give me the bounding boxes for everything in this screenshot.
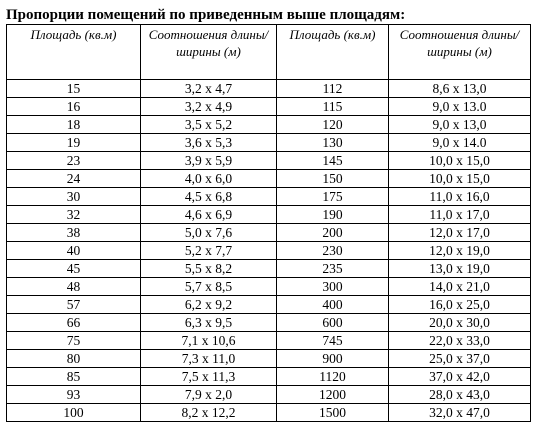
cell-area-right: 900 bbox=[277, 350, 389, 368]
cell-area-right: 600 bbox=[277, 314, 389, 332]
cell-area-right: 130 bbox=[277, 134, 389, 152]
table-row bbox=[7, 170, 531, 188]
cell-ratio-right: 28,0 х 43,0 bbox=[389, 386, 531, 404]
table-row bbox=[7, 80, 531, 98]
cell-ratio-right: 32,0 х 47,0 bbox=[389, 404, 531, 422]
cell-area-right: 120 bbox=[277, 116, 389, 134]
cell-ratio-left: 3,9 х 5,9 bbox=[141, 152, 277, 170]
document-title: Пропорции помещений по приведенным выше площадям: bbox=[6, 7, 406, 23]
table-row bbox=[7, 152, 531, 170]
header-ratio-right: Соотношения длины/ширины (м) bbox=[389, 25, 531, 80]
cell-ratio-left: 3,5 х 5,2 bbox=[141, 116, 277, 134]
cell-ratio-left: 7,1 х 10,6 bbox=[141, 332, 277, 350]
cell-ratio-right: 9,0 х 13,0 bbox=[389, 116, 531, 134]
cell-ratio-right: 20,0 х 30,0 bbox=[389, 314, 531, 332]
cell-ratio-right: 13,0 х 19,0 bbox=[389, 260, 531, 278]
cell-area-left: 66 bbox=[7, 314, 141, 332]
cell-ratio-right: 10,0 х 15,0 bbox=[389, 170, 531, 188]
table-row bbox=[7, 332, 531, 350]
cell-ratio-right: 8,6 х 13,0 bbox=[389, 80, 531, 98]
cell-area-right: 145 bbox=[277, 152, 389, 170]
table-row bbox=[7, 116, 531, 134]
cell-ratio-left: 4,6 х 6,9 bbox=[141, 206, 277, 224]
cell-area-left: 57 bbox=[7, 296, 141, 314]
cell-area-right: 1200 bbox=[277, 386, 389, 404]
table-row bbox=[7, 404, 531, 422]
table-header-row bbox=[7, 25, 531, 80]
cell-ratio-right: 11,0 х 17,0 bbox=[389, 206, 531, 224]
cell-ratio-left: 6,3 х 9,5 bbox=[141, 314, 277, 332]
cell-ratio-left: 3,2 х 4,9 bbox=[141, 98, 277, 116]
cell-area-left: 75 bbox=[7, 332, 141, 350]
table-row bbox=[7, 278, 531, 296]
cell-area-right: 112 bbox=[277, 80, 389, 98]
cell-ratio-left: 6,2 х 9,2 bbox=[141, 296, 277, 314]
cell-area-left: 15 bbox=[7, 80, 141, 98]
header-area-right: Площадь (кв.м) bbox=[277, 25, 389, 80]
cell-area-left: 38 bbox=[7, 224, 141, 242]
cell-ratio-right: 37,0 х 42,0 bbox=[389, 368, 531, 386]
cell-ratio-left: 7,9 х 2,0 bbox=[141, 386, 277, 404]
cell-ratio-left: 5,7 х 8,5 bbox=[141, 278, 277, 296]
cell-ratio-right: 25,0 х 37,0 bbox=[389, 350, 531, 368]
header-ratio-left: Соотношения длины/ширины (м) bbox=[141, 25, 277, 80]
cell-area-left: 24 bbox=[7, 170, 141, 188]
table-row bbox=[7, 206, 531, 224]
cell-area-right: 175 bbox=[277, 188, 389, 206]
cell-ratio-left: 3,2 х 4,7 bbox=[141, 80, 277, 98]
table-row bbox=[7, 368, 531, 386]
cell-ratio-right: 22,0 х 33,0 bbox=[389, 332, 531, 350]
table-row bbox=[7, 134, 531, 152]
cell-ratio-left: 5,2 х 7,7 bbox=[141, 242, 277, 260]
cell-ratio-right: 12,0 х 17,0 bbox=[389, 224, 531, 242]
table-body bbox=[7, 80, 531, 422]
cell-area-right: 190 bbox=[277, 206, 389, 224]
cell-area-right: 230 bbox=[277, 242, 389, 260]
cell-area-right: 400 bbox=[277, 296, 389, 314]
table-row bbox=[7, 386, 531, 404]
cell-area-left: 30 bbox=[7, 188, 141, 206]
proportions-table bbox=[6, 24, 531, 422]
cell-area-left: 32 bbox=[7, 206, 141, 224]
table-row bbox=[7, 188, 531, 206]
cell-ratio-right: 14,0 х 21,0 bbox=[389, 278, 531, 296]
cell-area-left: 40 bbox=[7, 242, 141, 260]
cell-area-left: 45 bbox=[7, 260, 141, 278]
cell-area-left: 100 bbox=[7, 404, 141, 422]
cell-area-left: 19 bbox=[7, 134, 141, 152]
table-row bbox=[7, 260, 531, 278]
cell-ratio-left: 4,5 х 6,8 bbox=[141, 188, 277, 206]
cell-area-left: 93 bbox=[7, 386, 141, 404]
header-area-left: Площадь (кв.м) bbox=[7, 25, 141, 80]
cell-area-left: 48 bbox=[7, 278, 141, 296]
cell-ratio-left: 3,6 х 5,3 bbox=[141, 134, 277, 152]
table-row bbox=[7, 98, 531, 116]
cell-area-right: 235 bbox=[277, 260, 389, 278]
cell-ratio-right: 11,0 х 16,0 bbox=[389, 188, 531, 206]
cell-ratio-left: 7,5 х 11,3 bbox=[141, 368, 277, 386]
cell-area-right: 150 bbox=[277, 170, 389, 188]
cell-ratio-right: 10,0 х 15,0 bbox=[389, 152, 531, 170]
table-row bbox=[7, 296, 531, 314]
cell-area-right: 745 bbox=[277, 332, 389, 350]
cell-area-right: 1500 bbox=[277, 404, 389, 422]
cell-area-right: 1120 bbox=[277, 368, 389, 386]
cell-ratio-right: 9,0 х 13.0 bbox=[389, 98, 531, 116]
cell-ratio-right: 12,0 х 19,0 bbox=[389, 242, 531, 260]
cell-area-left: 85 bbox=[7, 368, 141, 386]
table-row bbox=[7, 242, 531, 260]
cell-ratio-left: 8,2 х 12,2 bbox=[141, 404, 277, 422]
cell-ratio-left: 7,3 х 11,0 bbox=[141, 350, 277, 368]
table-row bbox=[7, 350, 531, 368]
cell-ratio-right: 16,0 х 25,0 bbox=[389, 296, 531, 314]
cell-area-right: 200 bbox=[277, 224, 389, 242]
table-row bbox=[7, 224, 531, 242]
cell-ratio-left: 4,0 х 6,0 bbox=[141, 170, 277, 188]
cell-area-left: 18 bbox=[7, 116, 141, 134]
cell-area-left: 80 bbox=[7, 350, 141, 368]
cell-area-right: 115 bbox=[277, 98, 389, 116]
cell-ratio-right: 9,0 х 14.0 bbox=[389, 134, 531, 152]
cell-area-right: 300 bbox=[277, 278, 389, 296]
cell-area-left: 16 bbox=[7, 98, 141, 116]
cell-area-left: 23 bbox=[7, 152, 141, 170]
cell-ratio-left: 5,5 х 8,2 bbox=[141, 260, 277, 278]
cell-ratio-left: 5,0 х 7,6 bbox=[141, 224, 277, 242]
table-row bbox=[7, 314, 531, 332]
